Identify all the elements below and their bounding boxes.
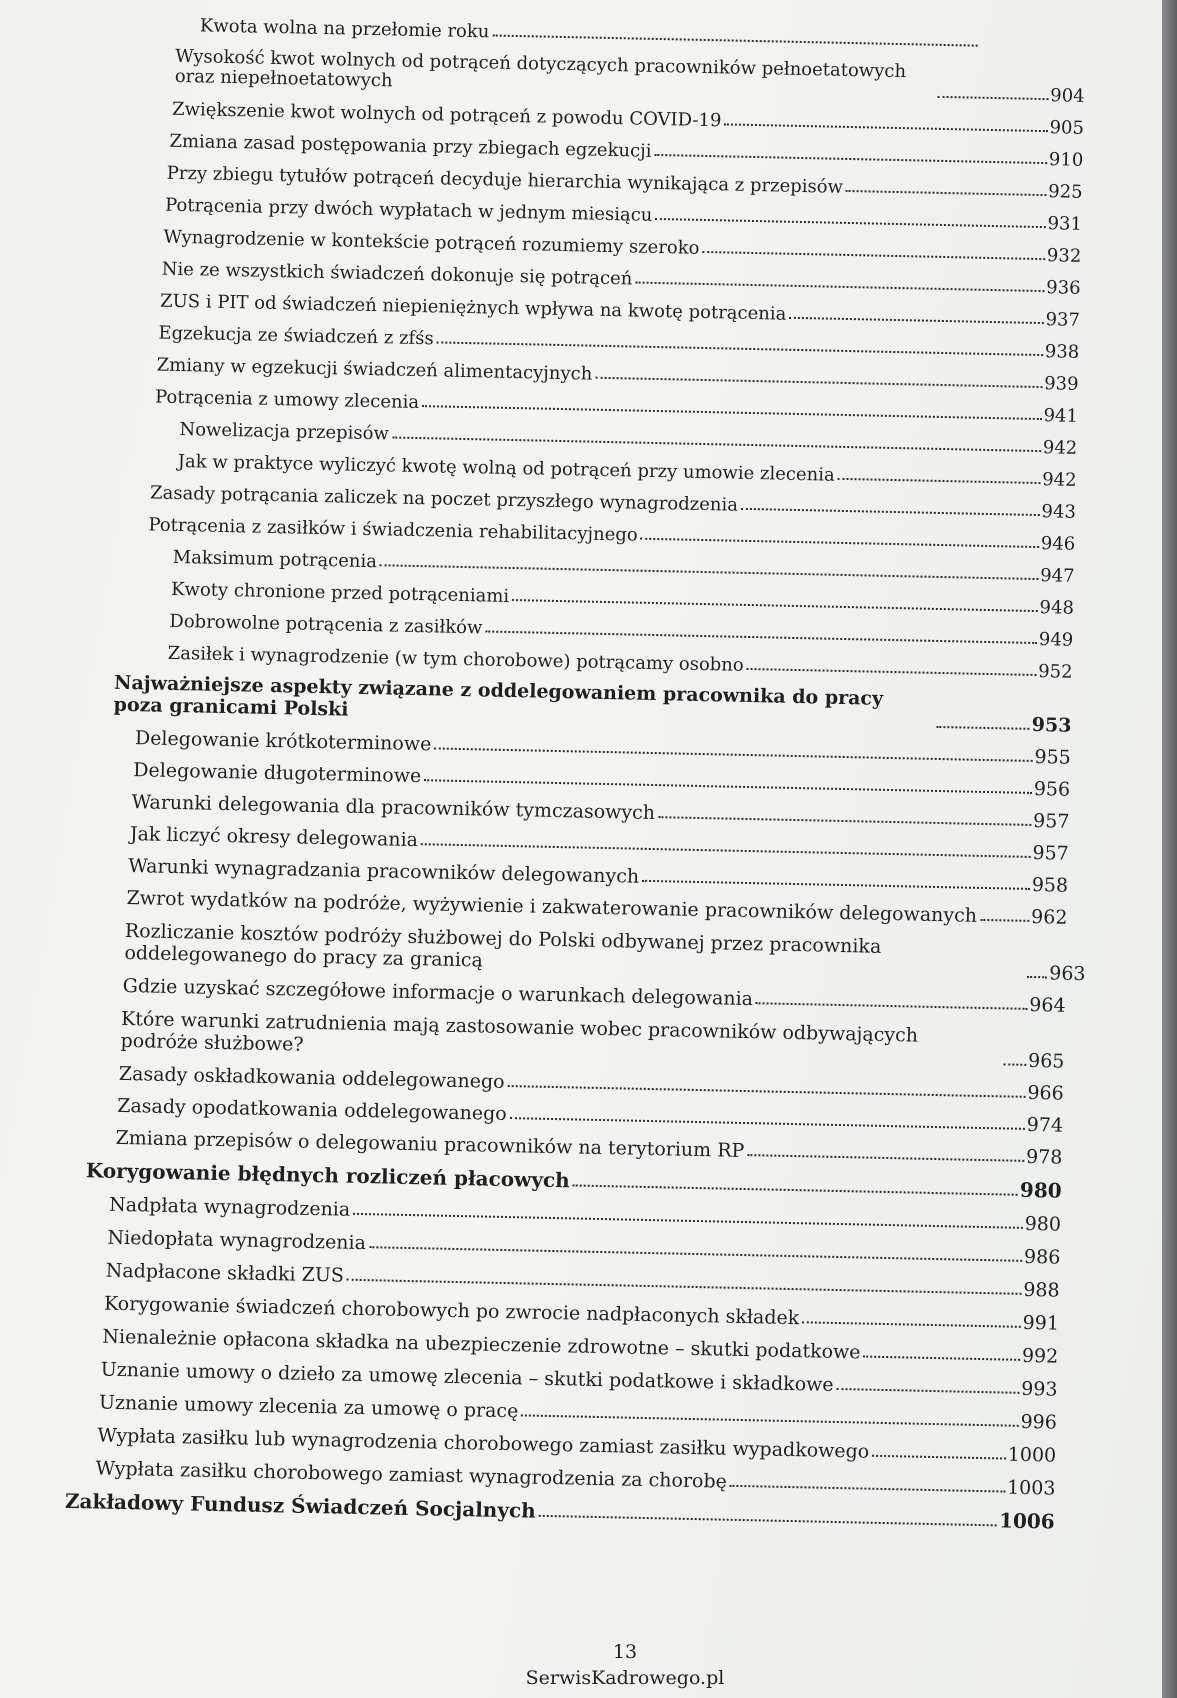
- toc-entry-title: Niedopłata wynagrodzenia: [107, 1226, 367, 1255]
- toc-entry-page: 1006: [998, 1508, 1056, 1534]
- leader-dots: [573, 1184, 1018, 1195]
- leader-dots: [437, 341, 1043, 356]
- toc-entry-title: Korygowanie błędnych rozliczeń płacowych: [85, 1158, 570, 1193]
- toc-entry-title: Zasady potrącania zaliczek na poczet przyszłego wynagrodzenia: [149, 482, 739, 516]
- toc-entry-page: 1000: [1007, 1443, 1057, 1467]
- toc-entry-page: 978: [1025, 1145, 1063, 1169]
- leader-dots: [421, 843, 1031, 858]
- toc-entry-title: Zasady opodatkowania oddelegowanego: [117, 1094, 507, 1126]
- toc-entry-title: Uznanie umowy zlecenia za umowę o pracę: [98, 1391, 519, 1423]
- leader-dots: [747, 668, 1037, 676]
- toc-entry-title: Zmiana zasad postępowania przy zbiegach egzekucji: [169, 130, 652, 162]
- leader-dots: [980, 919, 1029, 922]
- toc-entry-title: Zwrot wydatków na podróże, wyżywienie i zakwaterowanie pracowników delegowanych: [126, 887, 978, 927]
- toc-entry-title: Wypłata zasiłku lub wynagrodzenia chorobowego zamiast zasiłku wypadkowego: [97, 1424, 870, 1463]
- toc-entry-title: Delegowanie długoterminowe: [133, 759, 422, 788]
- leader-dots: [380, 564, 1038, 580]
- toc-entry-title: Gdzie uzyskać szczegółowe informacje o warunkach delegowania: [122, 974, 754, 1011]
- toc-entry-page: 904: [1050, 85, 1085, 107]
- toc-entry-page: 991: [1022, 1311, 1060, 1335]
- toc-entry-page: 910: [1048, 149, 1084, 171]
- toc-entry-page: 980: [1024, 1212, 1062, 1236]
- leader-dots: [938, 96, 1049, 100]
- toc-entry-page: 932: [1046, 245, 1082, 267]
- leader-dots: [872, 1455, 1006, 1460]
- toc-entry-title: Zmiany w egzekucji świadczeń alimentacyjnych: [156, 354, 593, 385]
- leader-dots: [521, 1414, 1018, 1426]
- leader-dots: [642, 880, 1030, 890]
- toc-entry-page: 993: [1021, 1377, 1058, 1401]
- toc-entry-page: 942: [1042, 437, 1078, 459]
- toc-entry-page: 957: [1032, 841, 1069, 865]
- leader-dots: [369, 1246, 1022, 1262]
- toc-entry-title: Wynagrodzenie w kontekście potrąceń rozumiemy szeroko: [163, 226, 700, 259]
- leader-dots: [863, 1356, 1019, 1361]
- toc-entry-title: ZUS i PIT od świadczeń niepieniężnych wpływa na kwotę potrącenia: [159, 290, 787, 325]
- toc-entry-title: Uznanie umowy o dzieło za umowę zlecenia – skutki podatkowe i składkowe: [100, 1358, 834, 1396]
- leader-dots: [492, 34, 977, 46]
- leader-dots: [658, 816, 1031, 826]
- leader-dots: [392, 436, 1041, 452]
- toc-entry-title: Egzekucja ze świadczeń z zfśs: [158, 322, 434, 350]
- toc-entry-title: Rozliczanie kosztów podróży służbowej do Polski odbywanej przez pracownika oddelegowanego do pracy za granicą: [124, 920, 882, 972]
- leader-dots: [635, 282, 1044, 293]
- toc-entry-page: 996: [1020, 1410, 1058, 1434]
- toc-entry-page: 946: [1040, 533, 1076, 555]
- toc-entry-page: 947: [1039, 565, 1075, 587]
- toc-entry-title: Nie ze wszystkich świadczeń dokonuje się potrąceń: [161, 258, 633, 290]
- toc-entry-title: Jak w praktyce wyliczyć kwotę wolną od potrąceń przy umowie zlecenia: [177, 450, 835, 486]
- leader-dots: [724, 123, 1047, 132]
- toc-entry-page: 941: [1043, 405, 1079, 427]
- footer-website: SerwisKadrowego.pl: [525, 1666, 725, 1689]
- toc-entry-title: Nowelizacja przepisów: [179, 419, 390, 445]
- toc-entry-page: 925: [1048, 181, 1083, 203]
- leader-dots: [424, 779, 1032, 794]
- toc-entry-page: 992: [1021, 1344, 1059, 1368]
- toc-entry-page: 943: [1041, 501, 1077, 523]
- leader-dots: [595, 377, 1042, 388]
- toc-entry-title: Najważniejsze aspekty związane z oddelegowaniem pracownika do pracy poza granicami Polski: [113, 672, 884, 721]
- toc-entry-title: Kwota wolna na przełomie roku: [199, 15, 490, 43]
- toc-entry-page: 980: [1019, 1177, 1062, 1203]
- toc-entry-title: Wysokość kwot wolnych od potrąceń dotyczących pracowników pełnoetatowych oraz niepełnoetatowych: [174, 45, 907, 92]
- leader-dots: [838, 478, 1041, 484]
- leader-dots: [702, 251, 1044, 260]
- leader-dots: [730, 1485, 1005, 1493]
- leader-dots: [434, 747, 1032, 762]
- toc-entry-page: 965: [1027, 1049, 1065, 1073]
- toc-entry-page: 953: [1031, 713, 1072, 737]
- toc-entry-page: 986: [1023, 1245, 1061, 1269]
- page-number: 13: [612, 1641, 638, 1663]
- toc-entry-page: 936: [1046, 277, 1081, 299]
- leader-dots: [347, 1279, 1021, 1295]
- leader-dots: [747, 1154, 1024, 1162]
- leader-dots: [846, 190, 1046, 196]
- toc-entry-title: Warunki delegowania dla pracowników tymczasowych: [131, 791, 656, 825]
- leader-dots: [539, 1515, 997, 1527]
- toc-entry-title: Korygowanie świadczeń chorobowych po zwrocie nadpłaconych składek: [103, 1292, 800, 1330]
- toc-entry-page: 955: [1034, 745, 1071, 769]
- toc-entry-title: Maksimum potrącenia: [172, 546, 378, 573]
- leader-dots: [756, 1002, 1027, 1010]
- toc-entry-title: Przy zbiegu tytułów potrąceń decyduje hierarchia wynikająca z przepisów: [166, 162, 844, 198]
- toc-entry-page: 931: [1047, 213, 1083, 235]
- leader-dots: [507, 1085, 1025, 1098]
- toc-entry-title: Potrącenia przy dwóch wypłatach w jednym miesiącu: [164, 194, 653, 226]
- leader-dots: [936, 726, 1029, 730]
- toc-entry-title: Nadpłacone składki ZUS: [105, 1259, 345, 1287]
- toc-entry-page: 942: [1041, 469, 1077, 491]
- page-edge: [1162, 0, 1177, 1698]
- toc-entry-title: Zakładowy Fundusz Świadczeń Socjalnych: [64, 1488, 536, 1523]
- toc-entry-page: 937: [1045, 309, 1081, 331]
- leader-dots: [654, 154, 1046, 164]
- leader-dots: [353, 1213, 1023, 1229]
- leader-dots: [837, 1388, 1020, 1394]
- toc-entry-page: 939: [1044, 373, 1079, 395]
- toc-entry-page: 988: [1023, 1278, 1060, 1302]
- table-of-contents: [0, 7, 1162, 1541]
- toc-entry-title: Zasady oskładkowania oddelegowanego: [118, 1062, 505, 1093]
- leader-dots: [1003, 1063, 1026, 1065]
- toc-entry-title: Nadpłata wynagrodzenia: [108, 1193, 351, 1221]
- toc-entry-page: 1003: [1006, 1476, 1056, 1500]
- toc-entry-page: 974: [1026, 1113, 1064, 1137]
- toc-entry-page: 905: [1049, 117, 1085, 139]
- toc-entry-title: Zmiana przepisów o delegowaniu pracowników na terytorium RP: [115, 1126, 745, 1163]
- toc-entry-title: Zwiększenie kwot wolnych od potrąceń z powodu COVID-19: [171, 98, 722, 132]
- toc-entry-page: 963: [1049, 962, 1086, 986]
- toc-entry-title: Dobrowolne potrącenia z zasiłków: [169, 610, 483, 639]
- toc-entry-page: 964: [1029, 993, 1066, 1017]
- toc-entry-page: 938: [1044, 341, 1080, 363]
- toc-entry-title: Zasiłek i wynagrodzenie (w tym chorobowe) potrącamy osobno: [167, 642, 744, 676]
- toc-entry-title: Wypłata zasiłku chorobowego zamiast wynagrodzenia za chorobę: [95, 1457, 728, 1493]
- leader-dots: [802, 1321, 1020, 1328]
- leader-dots: [655, 218, 1045, 228]
- toc-entry-page: 952: [1037, 661, 1073, 683]
- toc-entry-title: Nienależnie opłacona składka na ubezpieczenie zdrowotne – skutki podatkowe: [102, 1325, 861, 1364]
- leader-dots: [512, 599, 1037, 612]
- toc-entry-page: 966: [1027, 1081, 1064, 1105]
- leader-dots: [422, 405, 1041, 420]
- leader-dots: [741, 508, 1040, 516]
- toc-entry-page: 957: [1032, 809, 1070, 833]
- leader-dots: [789, 317, 1043, 324]
- toc-entry-title: Potrącenia z zasiłków i świadczenia rehabilitacyjnego: [148, 514, 638, 546]
- toc-entry-title: Potrącenia z umowy zlecenia: [154, 386, 420, 414]
- leader-dots: [485, 630, 1036, 644]
- toc-entry-page: 948: [1039, 597, 1075, 619]
- toc-entry-page: 958: [1031, 873, 1069, 897]
- leader-dots: [1027, 976, 1047, 978]
- toc-entry-title: Kwoty chronione przed potrąceniami: [170, 578, 510, 607]
- toc-entry-title: Które warunki zatrudnienia mają zastosowanie wobec pracowników odbywających podróże służbowe?: [120, 1008, 919, 1056]
- toc-entry-page: 949: [1038, 629, 1074, 651]
- leader-dots: [510, 1117, 1025, 1130]
- toc-entry-title: Jak liczyć okresy delegowania: [129, 823, 419, 852]
- page-footer: [460, 1640, 790, 1691]
- toc-entry-page: 956: [1033, 777, 1071, 801]
- leader-dots: [641, 538, 1039, 548]
- toc-entry-title: Warunki wynagradzania pracowników delegowanych: [128, 855, 640, 888]
- toc-entry-title: Delegowanie krótkoterminowe: [134, 727, 432, 756]
- toc-entry-page: 962: [1030, 905, 1068, 929]
